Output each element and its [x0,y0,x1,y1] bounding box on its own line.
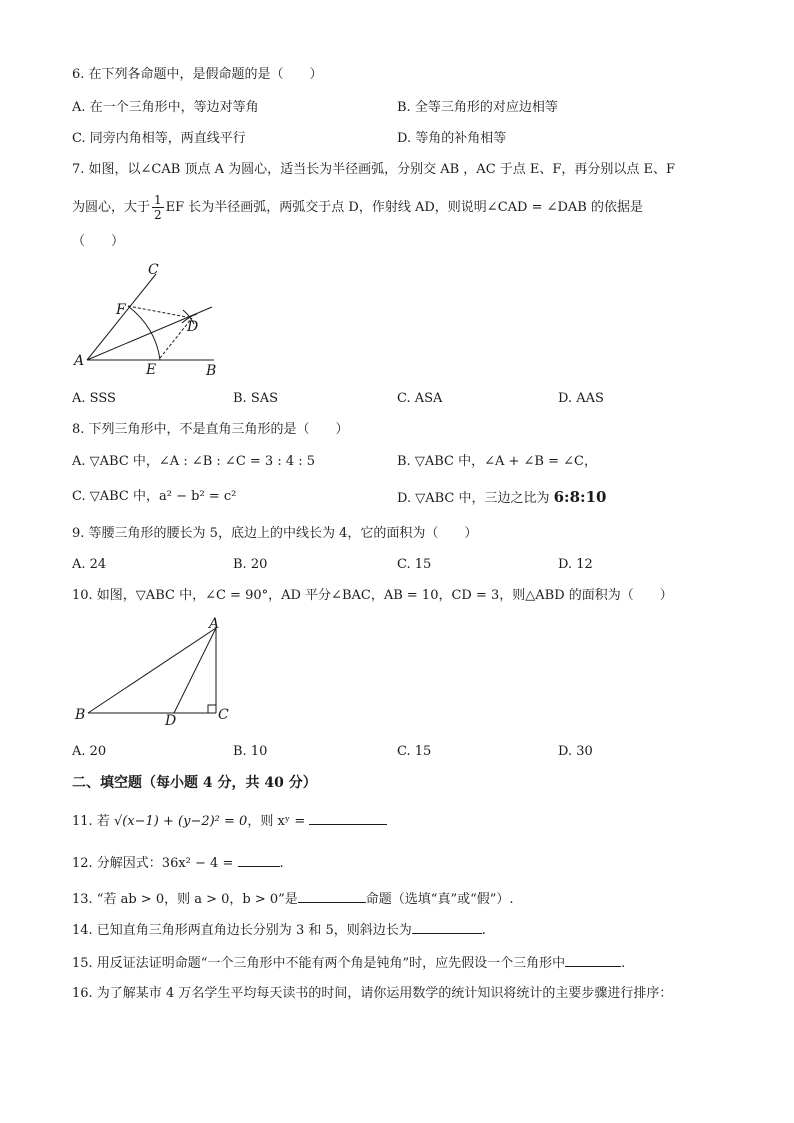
label-c: C [148,262,159,278]
q11-expression: √(x−1) + (y−2)² = 0 [113,814,248,829]
label-a: A [209,616,220,632]
q7-frac-den: 2 [154,208,162,222]
q8-option-a: A. ▽ABC 中，∠A : ∠B : ∠C = 3 : 4 : 5 [72,454,316,469]
arc-ef [128,306,160,360]
q8-option-b: B. ▽ABC 中，∠A + ∠B = ∠C， [397,454,597,469]
q10-option-a: A. 20 [72,744,107,759]
q10-option-c: C. 15 [397,744,432,759]
q6-option-b: B. 全等三角形的对应边相等 [397,100,558,115]
label-b: B [206,363,217,379]
q11-pre: 11. 若 [72,814,114,829]
q8-stem: 8. 下列三角形中，不是直角三角形的是（ ） [72,422,349,437]
q9-stem: 9. 等腰三角形的腰长为 5，底边上的中线长为 4，它的面积为（ ） [72,526,478,541]
q7-stem-line3: （ ） [72,234,125,249]
q7-figure [66,258,236,382]
dashed-fd [128,306,192,318]
q10-option-b: B. 10 [233,744,268,759]
label-a: A [74,353,85,369]
label-c: C [218,707,229,723]
q13-pre: 13. “若 ab > 0，则 a > 0，b > 0”是 [72,892,298,907]
label-b: B [75,707,86,723]
q7-stem-line1: 7. 如图，以∠CAB 顶点 A 为圆心，适当长为半径画弧，分别交 AB ，AC 于点 E、F，再分别以点 E、F [72,162,676,177]
q11-answer-blank[interactable] [309,811,387,825]
q15-answer-blank[interactable] [565,953,621,967]
q16-stem: 16. 为了解某市 4 万名学生平均每天读书的时间，请你运用数学的统计知识将统计的主要步骤进行排序： [72,986,673,1001]
label-e: E [146,362,157,378]
q6-option-a: A. 在一个三角形中，等边对等角 [72,100,259,115]
q6-option-d: D. 等角的补角相等 [397,131,507,146]
q7-stem-line2 [72,192,643,224]
q15-pre: 15. 用反证法证明命题“一个三角形中不能有两个角是钝角”时，应先假设一个三角形中 [72,956,566,971]
q14-answer-blank[interactable] [412,920,482,934]
q14-pre: 14. 已知直角三角形两直角边长分别为 3 和 5，则斜边长为 [72,923,412,938]
q7-line2-post: EF 长为半径画弧，两弧交于点 D，作射线 AD，则说明∠CAD = ∠DAB 的依据是 [165,200,643,215]
q9-option-a: A. 24 [72,557,107,572]
label-f: F [116,302,126,318]
q15-post: . [621,956,626,971]
q8-option-d [397,488,606,508]
q12-post: . [279,856,284,871]
q10-figure [70,614,240,728]
q8-option-c: C. ▽ABC 中，a² − b² = c² [72,489,237,504]
q10-stem: 10. 如图，▽ABC 中，∠C = 90°，AD 平分∠BAC，AB = 10，CD = 3，则△ABD 的面积为（ ） [72,588,673,603]
q7-option-a: A. SSS [72,391,116,406]
q8-option-d-ratio: 6:8:10 [553,488,607,506]
q7-frac-num: 1 [154,193,162,207]
q13-stem [72,889,514,909]
q6-stem: 6. 在下列各命题中，是假命题的是（ ） [72,67,323,82]
q12-answer-blank[interactable] [238,853,280,867]
q14-post: . [481,923,486,938]
q10-option-d: D. 30 [558,744,593,759]
q13-post: 命题（选填“真”或“假”）. [365,892,514,907]
q13-answer-blank[interactable] [298,889,366,903]
q9-option-b: B. 20 [233,557,268,572]
q7-fraction [152,193,164,222]
q6-option-c: C. 同旁内角相等，两直线平行 [72,131,246,146]
q7-option-b: B. SAS [233,391,279,406]
q11-post: ，则 xʸ = [247,814,306,829]
q8-option-d-text: D. ▽ABC 中，三边之比为 [397,491,554,506]
side-ab [88,628,216,713]
q12-stem [72,853,284,873]
q11-stem [72,811,387,831]
label-d: D [165,713,177,728]
q9-option-c: C. 15 [397,557,432,572]
segment-ad [174,628,216,713]
section-heading: 二、填空题（每小题 4 分，共 40 分） [72,775,317,791]
q14-stem [72,920,486,940]
q7-option-d: D. AAS [558,391,604,406]
q7-line2-pre: 为圆心，大于 [72,200,151,215]
label-d: D [187,319,199,335]
right-angle-mark [208,705,216,713]
q15-stem [72,953,625,973]
q12-pre: 12. 分解因式：36x² − 4 = [72,856,234,871]
q9-option-d: D. 12 [558,557,593,572]
q7-option-c: C. ASA [397,391,443,406]
